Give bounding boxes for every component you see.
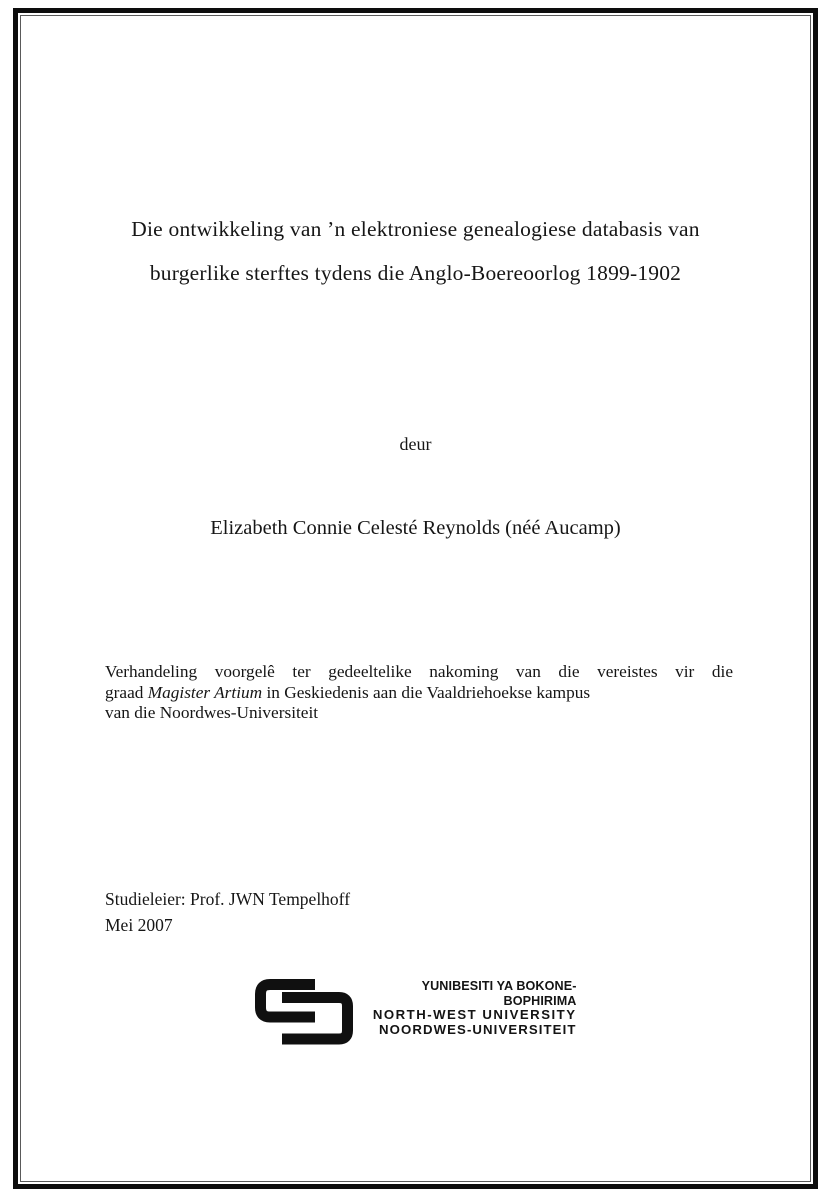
date-line: Mei 2007 <box>105 915 173 935</box>
degree-name-italic: Magister Artium <box>147 682 263 702</box>
degree-statement-line-2-suffix: in Geskiedenis aan die Vaaldriehoekse kampus <box>266 682 591 702</box>
university-logo-wordmark <box>361 979 577 1037</box>
degree-statement <box>105 662 733 724</box>
logo-text-afrikaans: NOORDWES-UNIVERSITEIT <box>379 1021 577 1037</box>
supervisor-line: Studieleier: Prof. JWN Tempelhoff <box>105 889 351 909</box>
byline: deur <box>399 434 432 454</box>
supervisor-block <box>105 886 350 938</box>
degree-statement-line-3: van die Noordwes-Universiteit <box>105 703 319 723</box>
degree-statement-line-1: Verhandeling voorgelê ter gedeeltelike nakoming van die vereistes vir die <box>105 662 733 681</box>
logo-text-setswana: YUNIBESITI YA BOKONE-BOPHIRIMA <box>421 979 577 1008</box>
degree-statement-line-2 <box>105 683 733 704</box>
thesis-title-line-2: burgerlike sterftes tydens die Anglo-Boereoorlog 1899-1902 <box>149 261 682 285</box>
nwu-interlocking-links-icon <box>255 979 353 1045</box>
thesis-title-line-1: Die ontwikkeling van ’n elektroniese genealogiese databasis van <box>131 217 700 241</box>
degree-statement-line-2-prefix: graad <box>105 682 144 702</box>
author-name: Elizabeth Connie Celesté Reynolds (néé Aucamp) <box>210 517 621 539</box>
logo-text-english: NORTH-WEST UNIVERSITY <box>372 1007 577 1023</box>
thesis-title <box>55 207 776 295</box>
university-logo <box>0 977 831 1045</box>
